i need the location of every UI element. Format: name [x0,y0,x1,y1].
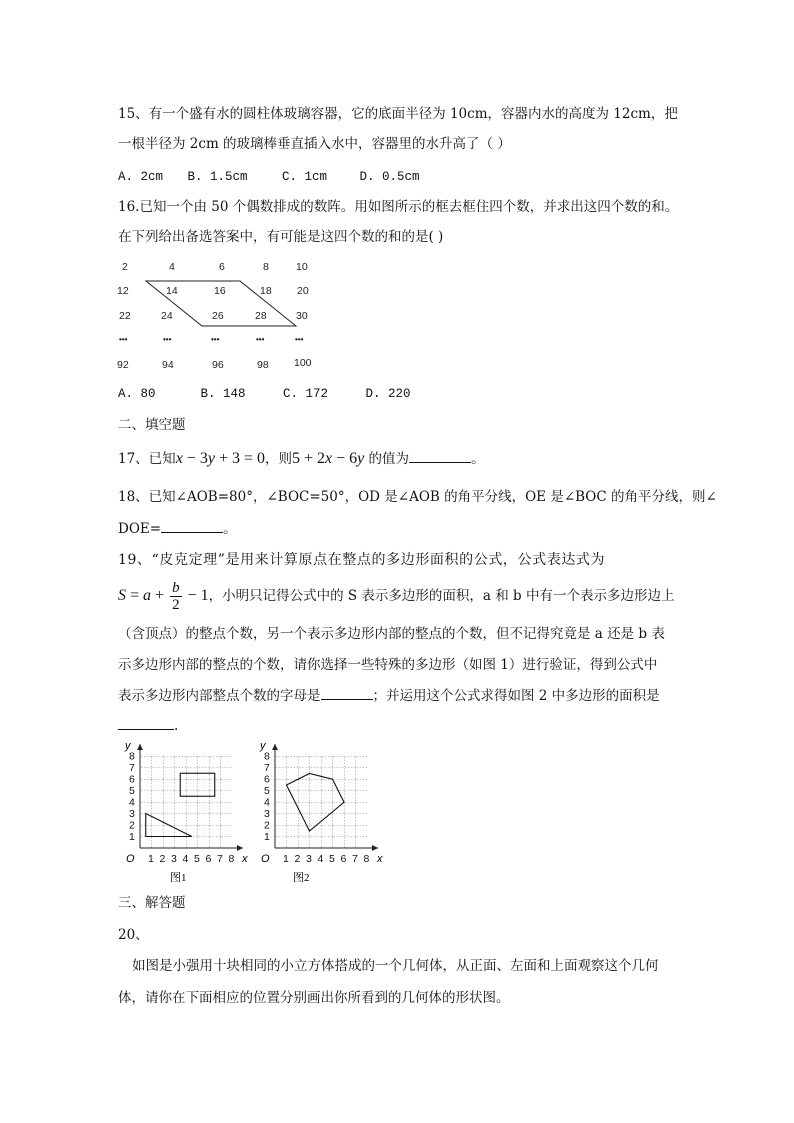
q18-line2 [118,519,237,539]
q19-line2-text: ，小明只记得公式中的 S 表示多边形的面积，a 和 b 中有一个表示多边形边上 [208,588,675,604]
q17-eq-part: + 3 = 0 [214,450,265,467]
grid-cell: 12 [117,285,129,297]
y-tick: 8 [129,750,135,763]
grid-area [275,756,367,848]
q15-line2: 一根半径为 2cm 的玻璃棒垂直插入水中，容器里的水升高了（ ） [118,136,511,152]
y-tick: 5 [264,785,270,797]
q17-answer-blank[interactable] [409,449,471,463]
q19-line2 [118,580,675,613]
q19-formula-s: S [118,587,126,604]
q19-formula-den: 2 [172,597,180,613]
origin-label: O [126,853,135,865]
y-tick: 8 [264,750,270,763]
x-tick: 1 [148,853,154,865]
grid-cell: 14 [166,285,178,297]
q17-var-y: y [207,450,215,467]
x-tick: 7 [217,853,223,865]
x-tick: 3 [171,853,177,865]
grid-cell: 30 [296,310,308,322]
q18-line1: 18、已知∠AOB=80°，∠BOC=50°，OD 是∠AOB 的角平分线，OE 是∠BOC 的角平分线，则∠ [118,489,717,505]
grid-cell: 22 [119,310,131,322]
y-tick: 7 [129,762,135,774]
q20-line2: 体，请你在下面相应的位置分别画出你所看到的几何体的形状图。 [118,990,510,1006]
q16-option-d: D. 220 [365,387,411,401]
q17-expr-part: − 6 [332,450,358,467]
q19-line5 [118,686,660,706]
grid-cell: 8 [263,261,269,273]
q16-line2: 在下列给出备选答案中，有可能是这四个数的和的是( ) [118,229,444,245]
grid-cell: 18 [260,285,272,297]
y-tick: 1 [264,831,270,843]
grid-ellipsis: ••• [163,335,172,344]
grid-cell: 96 [212,359,224,371]
q17 [118,449,485,469]
q15-line1: 15、有一个盛有水的圆柱体玻璃容器，它的底面半径为 10cm，容器内水的高度为 12cm，把 [118,106,678,122]
y-tick: 5 [129,785,135,797]
q19-formula-eq: = [126,587,144,604]
q17-end: 。 [471,451,485,467]
grid-ellipsis: ••• [211,335,220,344]
x-tick: 8 [363,853,370,865]
q18-end: 。 [223,521,237,537]
y-tick: 6 [264,773,270,786]
x-tick: 5 [329,853,335,865]
grid-cell: 24 [161,310,173,322]
grid-cell: 4 [169,261,175,273]
x-tick: 3 [306,853,312,865]
grid-cell: 6 [219,261,225,273]
x-tick: 6 [205,853,212,865]
x-tick: 8 [228,853,235,865]
y-tick: 1 [129,831,135,843]
q17-var-x: x [175,450,183,467]
q19-line4: 示多边形内部的整点的个数，请你选择一些特殊的多边形（如图 1）进行验证，得到公式中 [118,657,658,673]
q17-var-y: y [357,450,365,467]
x-axis-label: x [377,853,383,865]
grid-ellipsis: ••• [119,335,128,344]
section-3-heading: 三、解答题 [118,895,186,911]
grid-cell: 28 [255,310,267,322]
q19-line6-end: . [174,718,179,734]
q19-line1: 19、“皮克定理”是用来计算原点在整点的多边形面积的公式，公式表达式为 [118,552,606,568]
x-tick: 4 [182,853,189,865]
q19-formula-num: b [172,580,180,596]
q15-option-a: A. 2cm [118,170,164,184]
q17-mid: ，则 [264,451,292,467]
q19-formula-tail: − 1 [183,587,209,604]
section-2-heading: 二、填空题 [118,417,186,433]
q15-options [118,167,420,187]
figure-1-caption: 图1 [170,872,187,884]
x-tick: 2 [294,853,301,865]
q17-eq-part: − 3 [182,450,208,467]
grid-cell: 98 [257,359,269,371]
q19-formula-plus: + [151,587,169,604]
x-tick: 7 [352,853,358,865]
x-tick: 5 [194,853,200,865]
q19-answer-blank-2[interactable] [118,716,174,730]
q16-line1: 16.已知一个由 50 个偶数排成的数阵。用如图所示的框去框住四个数，并求出这四个数的和。 [118,199,679,215]
y-tick: 4 [264,796,270,809]
q16-option-a: A. 80 [118,387,156,401]
y-tick: 2 [129,819,135,832]
grid-cell: 2 [122,261,128,273]
q19-line3: （含顶点）的整点个数，另一个表示多边形内部的整点的个数，但不记得究竟是 a 还是 b 表 [118,626,665,642]
q17-var-x: x [325,450,333,467]
q19-formula-fraction [170,580,182,613]
q18-prefix: DOE= [118,521,162,537]
figure-1 [118,740,248,885]
y-tick: 3 [264,808,270,820]
grid-ellipsis: ••• [256,335,265,344]
figure-2 [253,740,383,885]
y-tick: 4 [129,796,135,809]
q19-line6 [118,716,178,736]
q15-option-c: C. 1cm [282,170,328,184]
x-axis-label: x [242,853,248,865]
q20-line1: 如图是小强用十块相同的小立方体搭成的一个几何体，从正面、左面和上面观察这个几何 [132,958,659,974]
grid-ellipsis: ••• [295,335,304,344]
y-axis-label: y [260,740,266,752]
grid-cell: 100 [294,357,312,369]
y-tick: 2 [264,819,270,832]
q19-line5-prefix: 表示多边形内部整点个数的字母是 [118,688,321,704]
q17-expr-part: 5 + 2 [291,450,326,467]
grid-cell: 20 [297,285,309,297]
q17-prefix: 17、已知 [118,451,176,467]
origin-label: O [261,853,270,865]
x-tick: 4 [317,853,324,865]
q15-option-d: D. 0.5cm [359,170,420,184]
y-tick: 7 [264,762,270,774]
x-tick: 1 [283,853,289,865]
q18-answer-blank[interactable] [161,519,223,533]
y-axis-label: y [125,740,131,752]
q20-number: 20、 [118,927,149,943]
grid-cell: 92 [117,359,129,371]
q16-option-b: B. 148 [200,387,246,401]
q17-suffix: 的值为 [364,451,410,467]
q19-formula-a: a [143,587,152,604]
q15-option-b: B. 1.5cm [187,170,248,184]
grid-cell: 26 [212,310,224,322]
figure-2-caption: 图2 [293,872,310,884]
y-tick: 3 [129,808,135,820]
grid-cell: 94 [162,359,174,371]
q16-options [118,384,411,404]
q16-option-c: C. 172 [283,387,329,401]
x-tick: 6 [340,853,347,865]
grid-cell: 16 [214,285,226,297]
grid-cell: 10 [296,261,308,273]
x-tick: 2 [159,853,166,865]
y-tick: 6 [129,773,135,786]
number-grid-figure [112,256,322,376]
q19-line5-mid: ；并运用这个公式求得如图 2 中多边形的面积是 [372,688,660,704]
q19-answer-blank-1[interactable] [321,686,373,700]
